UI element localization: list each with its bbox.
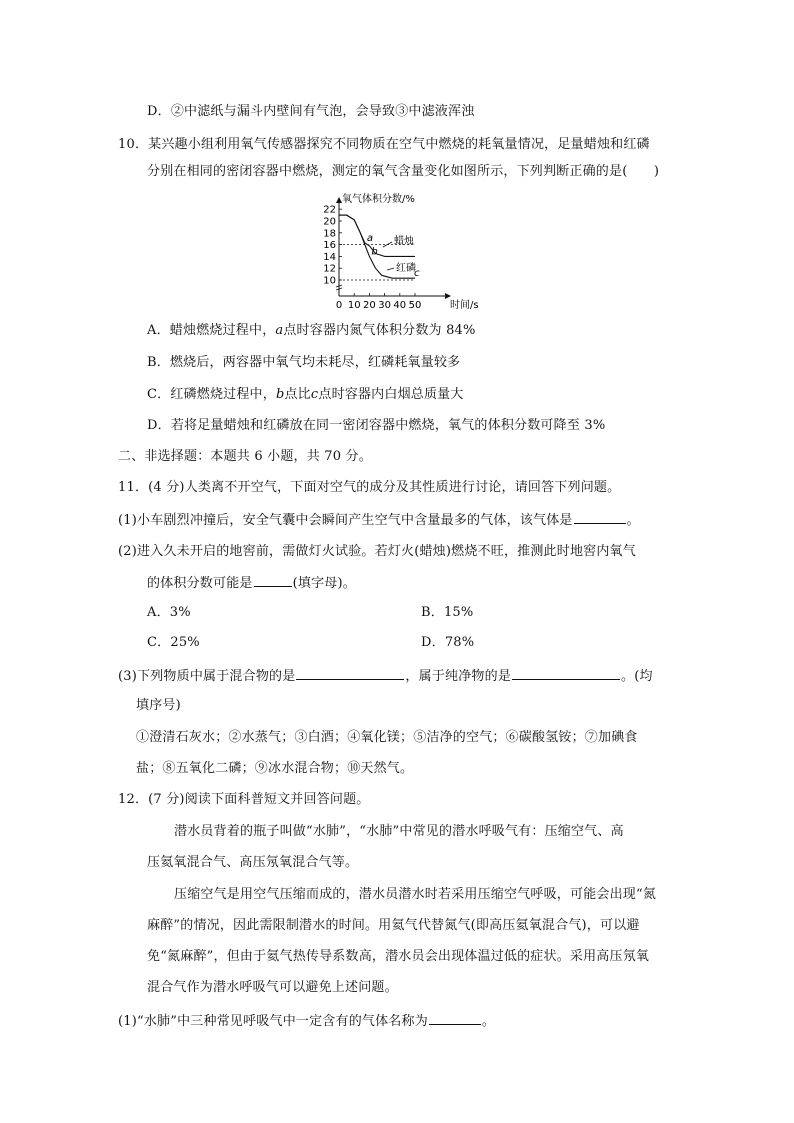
q11-part3-line2: 填序号) xyxy=(136,698,181,713)
q11-heading: 11．(4 分)人类离不开空气，下面对空气的成分及其性质进行讨论，请回答下列问题。 xyxy=(118,480,621,495)
q10-option-a-pre: A．蜡烛燃烧过程中， xyxy=(147,323,276,338)
y-tick-label: 14 xyxy=(323,251,336,263)
q12-para2-line2: 麻醉”的情况，因此需限制潜水的时间。用氦气代替氮气(即高压氦氧混合气)，可以避 xyxy=(147,918,640,933)
q9-option-d: D．②中滤纸与漏斗内壁间有气泡，会导致③中滤液浑浊 xyxy=(147,104,475,119)
q10-option-c xyxy=(147,386,464,404)
y-tick-label: 10 xyxy=(323,275,336,287)
q11-items-line1: ①澄清石灰水；②水蒸气；③白酒；④氧化镁；⑤洁净的空气；⑥碳酸氢铵；⑦加碘食 xyxy=(136,730,638,745)
q10-option-a-var: a xyxy=(275,323,284,338)
q11-part3-end: 。(均 xyxy=(621,669,653,684)
q10-stem-line2: 分别在相同的密闭容器中燃烧，测定的氧气含量变化如图所示，下列判断正确的是( ) xyxy=(147,164,660,179)
q12-para2-line3: 免“氮麻醉”，但由于氦气热传导系数高，潜水员会出现体温过低的症状。采用高压氖氧 xyxy=(147,949,650,964)
section-2-heading: 二、非选择题：本题共 6 小题，共 70 分。 xyxy=(118,449,372,464)
q11-part3-blank-mixture[interactable] xyxy=(296,666,404,680)
q11-option-a: A．3% xyxy=(147,605,191,620)
q10-option-c-pre: C．红磷燃烧过程中， xyxy=(147,387,276,402)
q11-part1-end: 。 xyxy=(626,513,640,528)
q11-part3-mid: ，属于纯净物的是 xyxy=(405,669,512,684)
point-label-b: b xyxy=(371,246,378,258)
y-tick-label: 18 xyxy=(323,228,336,240)
q10-stem-line1: 10．某兴趣小组利用氧气传感器探究不同物质在空气中燃烧的耗氧量情况，足量蜡烛和红磷 xyxy=(118,137,650,152)
oxygen-chart xyxy=(310,186,480,312)
y-tick-label: 12 xyxy=(323,263,336,275)
x-tick-label: 50 xyxy=(408,300,422,311)
q11-part2-blank[interactable] xyxy=(254,573,292,587)
y-tick-label: 20 xyxy=(323,216,336,228)
q10-option-c-var1: b xyxy=(275,387,285,402)
x-tick-label: 0 xyxy=(335,300,343,311)
q12-question1-end: 。 xyxy=(481,1014,496,1029)
phosphorus-leader-line xyxy=(387,268,394,270)
q10-option-c-var2: c xyxy=(310,387,319,402)
q10-option-a-post: 点时容器内氮气体积分数为 84% xyxy=(283,323,476,338)
q11-part3-line1 xyxy=(118,666,653,686)
q11-part1-text: (1)小车剧烈冲撞后，安全气囊中会瞬间产生空气中含量最多的气体，该气体是 xyxy=(118,513,573,528)
y-tick-label: 22 xyxy=(323,204,336,216)
q10-option-c-post: 点时容器内白烟总质量大 xyxy=(318,387,464,402)
y-tick-label: 16 xyxy=(323,240,336,252)
q12-para2-line1: 压缩空气是用空气压缩而成的，潜水员潜水时若采用压缩空气呼吸，可能会出现“氮 xyxy=(174,887,657,902)
q11-part2-line1: (2)进入久未开启的地窖前，需做灯火试验。若灯火(蜡烛)燃烧不旺，推测此时地窖内氧气 xyxy=(118,544,636,559)
q12-question1-blank[interactable] xyxy=(429,1011,481,1025)
q11-part2-text: 的体积分数可能是 xyxy=(147,576,253,591)
q11-option-d: D．78% xyxy=(421,635,475,650)
q10-option-d: D．若将足量蜡烛和红磷放在同一密闭容器中燃烧，氧气的体积分数可降至 3% xyxy=(147,418,606,433)
q12-para2-line4: 混合气作为潜水呼吸气可以避免上述问题。 xyxy=(147,980,398,995)
point-label-c: c xyxy=(413,268,420,280)
q11-part2-line2 xyxy=(147,573,356,593)
q10-option-a xyxy=(147,322,476,340)
q11-items-line2: 盐；⑧五氧化二磷；⑨冰水混合物；⑩天然气。 xyxy=(136,761,414,776)
q11-part3-blank-pure[interactable] xyxy=(512,666,620,680)
q11-option-b: B．15% xyxy=(421,605,474,620)
x-tick-label: 30 xyxy=(378,300,391,311)
q11-part2-end: (填字母)。 xyxy=(292,576,356,591)
chart-xlabel: 时间/s xyxy=(450,300,479,311)
q10-option-b: B．燃烧后，两容器中氧气均未耗尽，红磷耗氧量较多 xyxy=(147,355,461,370)
point-label-a: a xyxy=(366,232,373,244)
q12-heading: 12．(7 分)阅读下面科普短文并回答问题。 xyxy=(118,792,370,807)
legend-phosphorus: 红磷 xyxy=(396,263,416,274)
x-tick-label: 10 xyxy=(347,300,361,311)
x-tick-label: 20 xyxy=(363,300,376,311)
q12-question1-text: (1)“水肺”中三种常见呼吸气中一定含有的气体名称为 xyxy=(118,1014,428,1029)
q11-part1 xyxy=(118,510,640,530)
q10-option-c-mid: 点比 xyxy=(284,387,311,402)
q11-part1-blank[interactable] xyxy=(574,510,626,524)
legend-candle: 蜡烛 xyxy=(394,236,414,247)
q11-option-c: C．25% xyxy=(147,635,200,650)
q11-part3-text: (3)下列物质中属于混合物的是 xyxy=(118,669,296,684)
q12-para1-line1: 潜水员背着的瓶子叫做“水肺”，“水肺”中常见的潜水呼吸气有：压缩空气、高 xyxy=(174,824,624,839)
chart-ylabel: 氧气体积分数/% xyxy=(342,194,415,205)
x-tick-label: 40 xyxy=(393,300,407,311)
q12-question1 xyxy=(118,1011,495,1031)
q12-para1-line2: 压氦氧混合气、高压氖氧混合气等。 xyxy=(147,855,359,870)
